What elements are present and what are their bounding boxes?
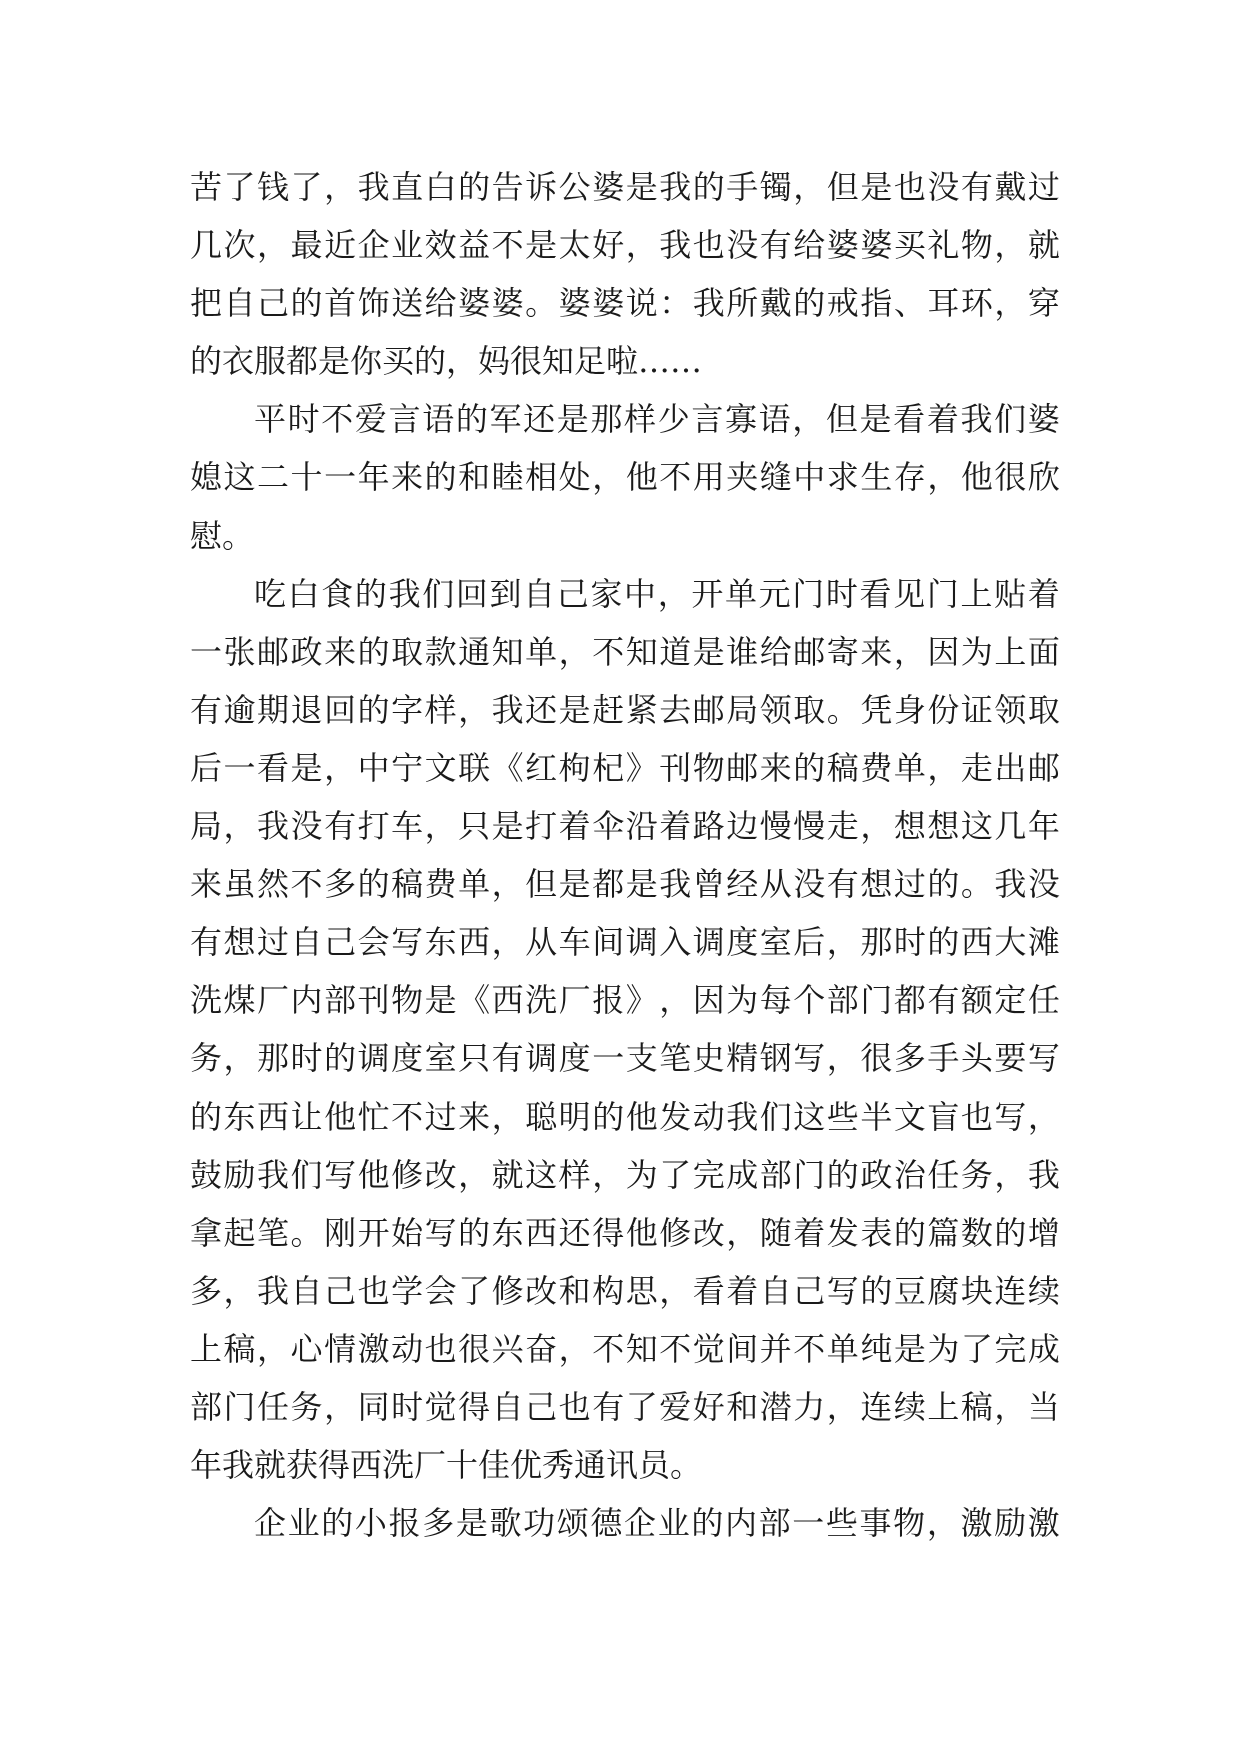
text-line: 媳 这 二 十 一 年 来 的 和 睦 相 处 ， 他 不 用 夹 缝 中 求 生 存 ， 他 很 欣 xyxy=(190,458,1060,497)
text-line: 平 时 不 爱 言 语 的 军 还 是 那 样 少 言 寡 语 ， 但 是 看 着 我 们 婆 xyxy=(254,400,1060,439)
text-line: 上 稿 ， 心 情 激 动 也 很 兴 奋 ， 不 知 不 觉 间 并 不 单 纯 是 为 了 完 成 xyxy=(190,1329,1060,1368)
text-line: 鼓 励 我 们 写 他 修 改 ， 就 这 样 ， 为 了 完 成 部 门 的 政 治 任 务 ， 我 xyxy=(190,1155,1060,1194)
text-line: 企 业 的 小 报 多 是 歌 功 颂 德 企 业 的 内 部 一 些 事 物 ， 激 励 激 xyxy=(254,1504,1060,1543)
text-line: 洗 煤 厂 内 部 刊 物 是 《 西 洗 厂 报 》 ， 因 为 每 个 部 门 都 有 额 定 任 xyxy=(190,981,1060,1020)
text-line: 来 虽 然 不 多 的 稿 费 单 ， 但 是 都 是 我 曾 经 从 没 有 想 过 的 。 我 没 xyxy=(190,865,1060,904)
text-line: 有 想 过 自 己 会 写 东 西 ， 从 车 间 调 入 调 度 室 后 ， 那 时 的 西 大 滩 xyxy=(190,923,1060,962)
text-line: 苦 了 钱 了 ， 我 直 白 的 告 诉 公 婆 是 我 的 手 镯 ， 但 是 也 没 有 戴 过 xyxy=(190,168,1060,206)
text-line: 几 次 ， 最 近 企 业 效 益 不 是 太 好 ， 我 也 没 有 给 婆 婆 买 礼 物 ， 就 xyxy=(190,226,1060,265)
text-line: 吃 白 食 的 我 们 回 到 自 己 家 中 ， 开 单 元 门 时 看 见 门 上 贴 着 xyxy=(254,574,1060,613)
text-line: 一 张 邮 政 来 的 取 款 通 知 单 ， 不 知 道 是 谁 给 邮 寄 来 ， 因 为 上 面 xyxy=(190,632,1060,671)
text-line: 务 ， 那 时 的 调 度 室 只 有 调 度 一 支 笔 史 精 钢 写 ， 很 多 手 头 要 写 xyxy=(190,1039,1060,1078)
text-line: 部 门 任 务 ， 同 时 觉 得 自 己 也 有 了 爱 好 和 潜 力 ， 连 续 上 稿 ， 当 xyxy=(190,1387,1060,1426)
text-line: 年我就获得西洗厂十佳优秀通讯员。 xyxy=(190,1446,703,1485)
text-line: 的 东 西 让 他 忙 不 过 来 ， 聪 明 的 他 发 动 我 们 这 些 半 文 盲 也 写 ， xyxy=(190,1097,1060,1136)
text-line: 的衣服都是你买的，妈很知足啦…… xyxy=(190,342,703,381)
text-line: 局 ， 我 没 有 打 车 ， 只 是 打 着 伞 沿 着 路 边 慢 慢 走 ， 想 想 这 几 年 xyxy=(190,807,1060,846)
text-line: 多 ， 我 自 己 也 学 会 了 修 改 和 构 思 ， 看 着 自 己 写 的 豆 腐 块 连 续 xyxy=(190,1271,1060,1310)
text-line: 有 逾 期 退 回 的 字 样 ， 我 还 是 赶 紧 去 邮 局 领 取 。 凭 身 份 证 领 取 xyxy=(190,690,1060,729)
text-line: 把 自 己 的 首 饰 送 给 婆 婆 。 婆 婆 说 ： 我 所 戴 的 戒 指 、 耳 环 ， 穿 xyxy=(190,284,1060,323)
body-text xyxy=(190,158,1060,1552)
text-line: 后 一 看 是 ， 中 宁 文 联 《 红 枸 杞 》 刊 物 邮 来 的 稿 费 单 ， 走 出 邮 xyxy=(190,748,1060,787)
text-line: 慰。 xyxy=(190,516,255,555)
text-line: 拿 起 笔 。 刚 开 始 写 的 东 西 还 得 他 修 改 ， 随 着 发 表 的 篇 数 的 增 xyxy=(190,1213,1060,1252)
